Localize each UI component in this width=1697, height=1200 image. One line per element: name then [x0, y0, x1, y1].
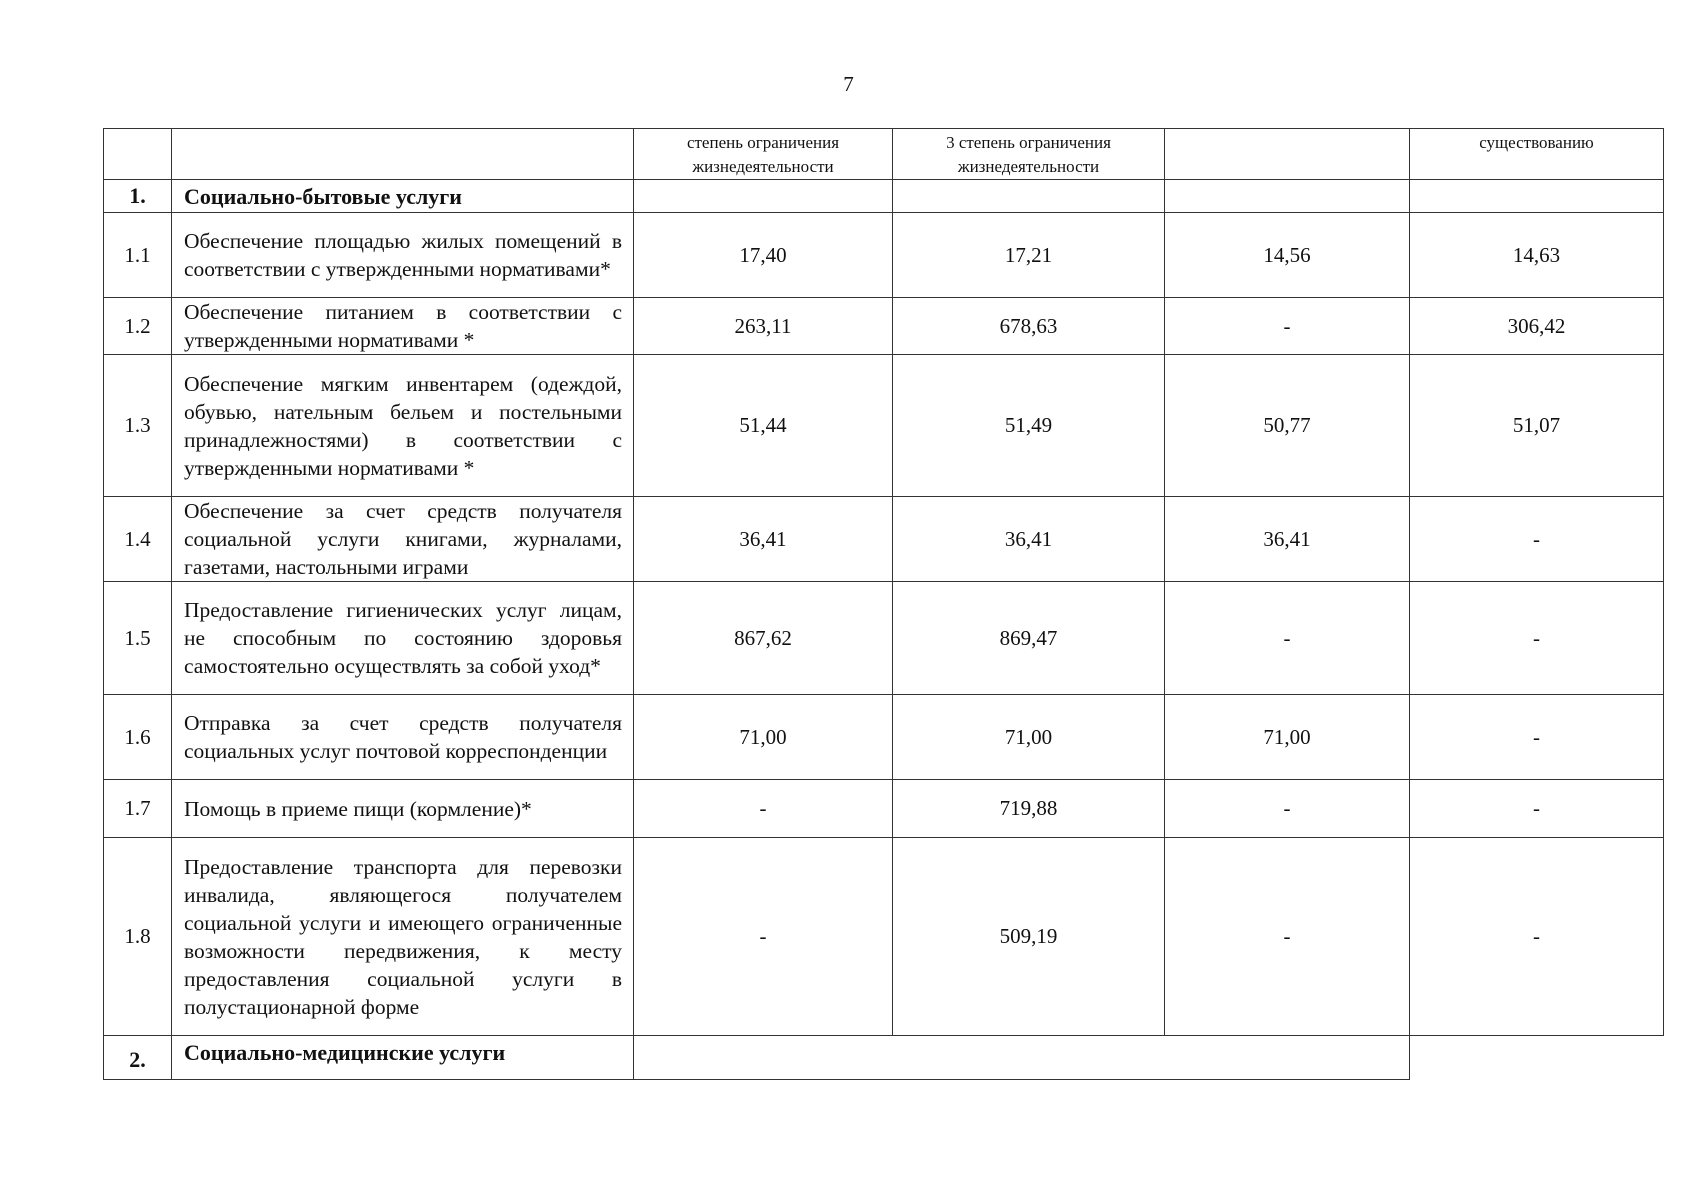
row-value: -	[1165, 298, 1410, 355]
empty-cell	[634, 180, 893, 213]
row-value: 71,00	[634, 695, 893, 780]
row-value: -	[1165, 582, 1410, 695]
row-value: 14,63	[1410, 213, 1664, 298]
row-value: 50,77	[1165, 355, 1410, 497]
row-value: 51,49	[893, 355, 1165, 497]
header-cell-col1: степень ограничения жизнедеятельности	[634, 129, 893, 180]
empty-cell	[1410, 180, 1664, 213]
row-value: 71,00	[893, 695, 1165, 780]
row-value: 36,41	[1165, 497, 1410, 582]
row-value: 263,11	[634, 298, 893, 355]
row-description: Обеспечение площадью жилых помещений в соответствии с утвержденными нормативами*	[172, 213, 634, 298]
row-value: 719,88	[893, 780, 1165, 838]
row-number: 1.6	[104, 695, 172, 780]
row-value: -	[1410, 497, 1664, 582]
header-cell-col4: существованию	[1410, 129, 1664, 180]
row-value: 36,41	[634, 497, 893, 582]
row-number: 1.5	[104, 582, 172, 695]
table-row	[104, 213, 1664, 298]
row-value: -	[634, 838, 893, 1036]
row-value: 509,19	[893, 838, 1165, 1036]
header-cell-description	[172, 129, 634, 180]
section-row	[104, 1036, 1664, 1080]
row-number: 1.1	[104, 213, 172, 298]
row-number: 1.3	[104, 355, 172, 497]
row-value: 14,56	[1165, 213, 1410, 298]
table-row	[104, 355, 1664, 497]
empty-cell	[1165, 180, 1410, 213]
table-header-row	[104, 129, 1664, 180]
row-description: Помощь в приеме пищи (кормление)*	[172, 780, 634, 838]
row-value: -	[1410, 780, 1664, 838]
table-row	[104, 497, 1664, 582]
table-row	[104, 695, 1664, 780]
row-value: 71,00	[1165, 695, 1410, 780]
table-row	[104, 780, 1664, 838]
header-cell-col2: 3 степень ограничения жизнедеятельности	[893, 129, 1165, 180]
row-value: 306,42	[1410, 298, 1664, 355]
tariff-table	[103, 128, 1664, 1080]
blank-cell	[1410, 1036, 1664, 1080]
row-description: Обеспечение питанием в соответствии с утвержденными нормативами *	[172, 298, 634, 355]
section-row	[104, 180, 1664, 213]
empty-cell	[893, 180, 1165, 213]
row-value: 51,07	[1410, 355, 1664, 497]
row-value: -	[1410, 838, 1664, 1036]
empty-cell	[634, 1036, 1410, 1080]
row-value: -	[1410, 582, 1664, 695]
row-description: Отправка за счет средств получателя социальных услуг почтовой корреспонденции	[172, 695, 634, 780]
table-row	[104, 582, 1664, 695]
row-number: 1.7	[104, 780, 172, 838]
tariff-table-body	[104, 129, 1664, 1080]
section-title: Социально-бытовые услуги	[172, 180, 634, 213]
row-description: Предоставление транспорта для перевозки инвалида, являющегося получателем социальной услуги и имеющего ограниченные возможности передвижения, к месту предоставления социальной услуги в полустационарной форме	[172, 838, 634, 1036]
section-number: 2.	[104, 1036, 172, 1080]
row-value: -	[634, 780, 893, 838]
table-row	[104, 298, 1664, 355]
row-value: -	[1410, 695, 1664, 780]
row-description: Обеспечение мягким инвентарем (одеждой, обувью, нательным бельем и постельными принадлежностями) в соответствии с утвержденными нормативами *	[172, 355, 634, 497]
row-number: 1.4	[104, 497, 172, 582]
row-value: 678,63	[893, 298, 1165, 355]
section-number: 1.	[104, 180, 172, 213]
row-value: -	[1165, 780, 1410, 838]
section-title: Социально-медицинские услуги	[172, 1036, 634, 1080]
row-value: 36,41	[893, 497, 1165, 582]
row-value: 17,40	[634, 213, 893, 298]
row-number: 1.8	[104, 838, 172, 1036]
row-value: 51,44	[634, 355, 893, 497]
row-value: 869,47	[893, 582, 1165, 695]
row-description: Предоставление гигиенических услуг лицам, не способным по состоянию здоровья самостоятельно осуществлять за собой уход*	[172, 582, 634, 695]
page-number: 7	[843, 72, 854, 96]
row-value: -	[1165, 838, 1410, 1036]
row-number: 1.2	[104, 298, 172, 355]
row-value: 867,62	[634, 582, 893, 695]
header-cell-col3	[1165, 129, 1410, 180]
row-description: Обеспечение за счет средств получателя социальной услуги книгами, журналами, газетами, настольными играми	[172, 497, 634, 582]
header-cell-number	[104, 129, 172, 180]
row-value: 17,21	[893, 213, 1165, 298]
table-row	[104, 838, 1664, 1036]
